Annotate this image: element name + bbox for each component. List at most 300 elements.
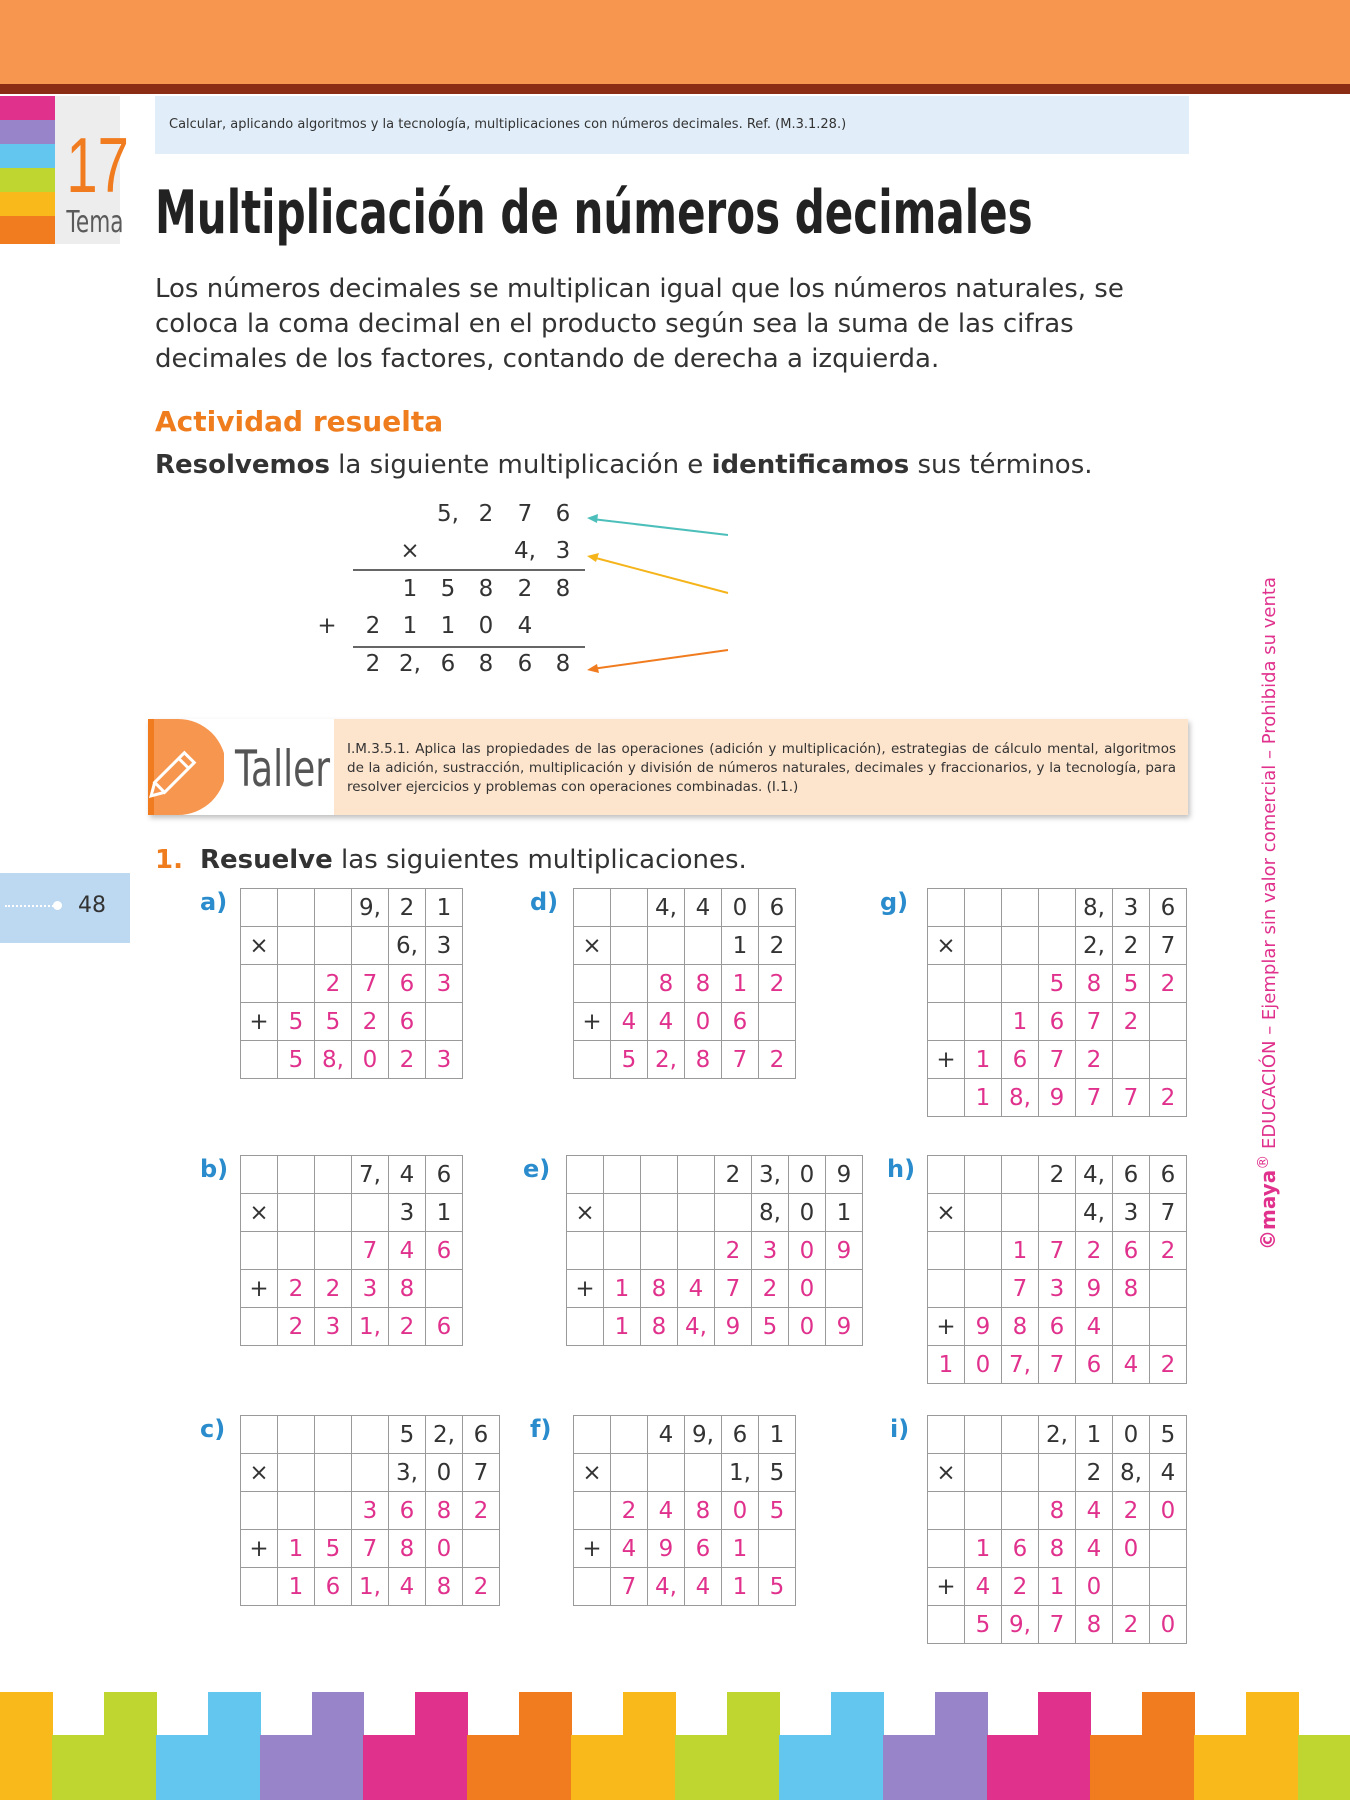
arrow-line-1 [592, 519, 728, 535]
answer-cell[interactable]: 2 [1150, 965, 1187, 1003]
factor-cell: 7, [352, 1156, 389, 1194]
factor-cell [678, 1194, 715, 1232]
factor-cell [574, 889, 611, 927]
answer-cell[interactable]: 0 [426, 1530, 463, 1568]
answer-cell[interactable]: 8 [389, 1270, 426, 1308]
grid-row [241, 1530, 500, 1568]
factor-cell: 7 [463, 1454, 500, 1492]
answer-cell[interactable]: 7, [1002, 1346, 1039, 1384]
answer-cell[interactable]: 1, [352, 1568, 389, 1606]
answer-cell[interactable]: 5 [611, 1041, 648, 1079]
answer-cell[interactable]: 1 [965, 1041, 1002, 1079]
answer-cell[interactable] [1113, 1568, 1150, 1606]
footer-bar [260, 1735, 313, 1800]
factor-cell [1002, 1194, 1039, 1232]
factor-cell [965, 1194, 1002, 1232]
answer-cell[interactable] [965, 1003, 1002, 1041]
answer-cell[interactable]: 3 [752, 1232, 789, 1270]
grid-row [567, 1232, 863, 1270]
factor-cell: 6 [1150, 889, 1187, 927]
operator-cell: + [241, 1003, 278, 1041]
answer-cell[interactable]: 0 [722, 1492, 759, 1530]
answer-cell[interactable]: 6 [722, 1003, 759, 1041]
grid-row [241, 1041, 463, 1079]
answer-cell[interactable] [1150, 1568, 1187, 1606]
answer-cell[interactable] [278, 965, 315, 1003]
side-rest: EDUCACIÓN – Ejemplar sin valor comercial – Prohibida su venta [1259, 577, 1280, 1155]
answer-cell[interactable]: 1 [278, 1530, 315, 1568]
answer-cell[interactable] [241, 1492, 278, 1530]
answer-cell[interactable]: 9 [826, 1308, 863, 1346]
answer-cell[interactable]: 1, [352, 1308, 389, 1346]
answer-cell[interactable] [1150, 1530, 1187, 1568]
grid-row [574, 1454, 796, 1492]
activity-instruction [155, 450, 1093, 480]
product-digit: 6 [440, 651, 456, 677]
answer-cell[interactable]: 2 [463, 1492, 500, 1530]
answer-cell[interactable]: 8 [648, 965, 685, 1003]
answer-cell[interactable]: 2 [389, 1308, 426, 1346]
answer-cell[interactable]: 7 [352, 1530, 389, 1568]
answer-cell[interactable]: 8 [641, 1308, 678, 1346]
factor-cell: 2 [715, 1156, 752, 1194]
operator-cell: + [574, 1003, 611, 1041]
answer-cell[interactable]: 2 [315, 1270, 352, 1308]
answer-cell[interactable]: 2 [389, 1041, 426, 1079]
answer-cell[interactable]: 1 [722, 1530, 759, 1568]
factor-cell [352, 1416, 389, 1454]
answer-cell[interactable]: 8 [685, 1041, 722, 1079]
answer-cell[interactable]: 8 [685, 965, 722, 1003]
answer-cell[interactable]: 1 [965, 1079, 1002, 1117]
objective-box [155, 96, 1189, 154]
footer-bar [1246, 1692, 1299, 1800]
answer-cell[interactable]: 2 [278, 1308, 315, 1346]
answer-cell[interactable] [826, 1270, 863, 1308]
answer-cell[interactable]: 7 [722, 1041, 759, 1079]
answer-cell[interactable]: 8, [1002, 1079, 1039, 1117]
factor-cell [278, 889, 315, 927]
answer-cell[interactable]: 0 [789, 1232, 826, 1270]
answer-cell[interactable]: 9 [648, 1530, 685, 1568]
factor-cell [1039, 927, 1076, 965]
arrow-head-1 [587, 514, 598, 523]
product-digit: 8 [555, 651, 571, 677]
answer-cell[interactable]: 2 [278, 1270, 315, 1308]
factor-cell: 1 [426, 889, 463, 927]
answer-cell[interactable]: 1 [278, 1568, 315, 1606]
factor-cell [604, 1194, 641, 1232]
partial-digit: 1 [440, 613, 456, 639]
answer-cell[interactable]: 8 [1076, 965, 1113, 1003]
answer-cell[interactable]: 3 [352, 1492, 389, 1530]
factor-cell [965, 889, 1002, 927]
factor-cell [685, 1454, 722, 1492]
answer-cell[interactable]: 0 [965, 1346, 1002, 1384]
answer-cell[interactable] [759, 1003, 796, 1041]
answer-cell[interactable] [426, 1003, 463, 1041]
answer-cell[interactable]: 6 [426, 1308, 463, 1346]
answer-cell[interactable]: 7 [1039, 1041, 1076, 1079]
answer-cell[interactable]: 6 [1039, 1003, 1076, 1041]
answer-cell[interactable]: 9 [1076, 1270, 1113, 1308]
answer-cell[interactable]: 7 [352, 965, 389, 1003]
operator-cell: × [574, 927, 611, 965]
answer-cell[interactable] [1150, 1308, 1187, 1346]
answer-cell[interactable]: 0 [352, 1041, 389, 1079]
footer-bar [1142, 1692, 1195, 1800]
problem-label: h) [887, 1155, 916, 1183]
answer-cell[interactable]: 2 [611, 1492, 648, 1530]
grid-row [928, 1492, 1187, 1530]
answer-cell[interactable]: 8 [1113, 1270, 1150, 1308]
answer-cell[interactable]: 6 [1039, 1308, 1076, 1346]
answer-cell[interactable]: 4 [685, 1568, 722, 1606]
answer-cell[interactable]: 9 [1039, 1079, 1076, 1117]
instr-end: sus términos. [909, 450, 1093, 480]
pencil-icon [148, 719, 224, 815]
answer-cell[interactable]: 0 [685, 1003, 722, 1041]
partial-digit: 1 [402, 576, 418, 602]
answer-cell[interactable]: 4 [389, 1232, 426, 1270]
answer-cell[interactable]: 6 [389, 1492, 426, 1530]
factor-cell: 1 [722, 927, 759, 965]
footer-bar [779, 1735, 832, 1800]
factor-cell [685, 927, 722, 965]
answer-cell[interactable] [567, 1232, 604, 1270]
answer-cell[interactable]: 0 [1113, 1530, 1150, 1568]
answer-cell[interactable] [928, 1530, 965, 1568]
problem-label: a) [200, 888, 228, 916]
product-digit: 2 [365, 651, 381, 677]
strip-band [0, 216, 55, 244]
factor-cell: 2 [759, 927, 796, 965]
page-dot [53, 901, 62, 910]
factor-cell: 6 [1150, 1156, 1187, 1194]
strip-band [0, 168, 55, 192]
factor-cell: 1 [826, 1194, 863, 1232]
answer-cell[interactable]: 2 [1150, 1232, 1187, 1270]
answer-cell[interactable] [574, 1492, 611, 1530]
answer-cell[interactable]: 8 [1076, 1606, 1113, 1644]
answer-cell[interactable] [315, 1232, 352, 1270]
answer-cell[interactable]: 1 [928, 1346, 965, 1384]
grid-row [928, 1416, 1187, 1454]
answer-cell[interactable] [278, 1232, 315, 1270]
callout-three-decimals: Tres cifras decimales [734, 521, 984, 545]
operator-cell: + [567, 1270, 604, 1308]
answer-cell[interactable]: 8 [685, 1492, 722, 1530]
answer-cell[interactable] [928, 1003, 965, 1041]
answer-cell[interactable] [965, 1232, 1002, 1270]
answer-cell[interactable]: 2 [352, 1003, 389, 1041]
answer-cell[interactable]: 8, [315, 1041, 352, 1079]
footer-bar [415, 1692, 468, 1800]
answer-cell[interactable]: 1 [604, 1308, 641, 1346]
answer-cell[interactable]: 4 [648, 1003, 685, 1041]
grid-row [928, 1232, 1187, 1270]
answer-cell[interactable]: 5 [759, 1492, 796, 1530]
grid-row [574, 1530, 796, 1568]
partial-digit: 5 [440, 576, 456, 602]
answer-cell[interactable]: 9 [965, 1308, 1002, 1346]
answer-cell[interactable]: 3 [426, 965, 463, 1003]
factor-cell [1002, 1416, 1039, 1454]
answer-cell[interactable]: 5 [278, 1041, 315, 1079]
answer-cell[interactable]: 1 [722, 965, 759, 1003]
answer-cell[interactable]: 7 [352, 1232, 389, 1270]
answer-cell[interactable] [241, 1568, 278, 1606]
answer-cell[interactable]: 5 [752, 1308, 789, 1346]
answer-cell[interactable]: 4 [965, 1568, 1002, 1606]
answer-cell[interactable]: 2 [1002, 1568, 1039, 1606]
answer-cell[interactable] [574, 1568, 611, 1606]
factor-cell: 1, [722, 1454, 759, 1492]
answer-cell[interactable]: 4 [611, 1530, 648, 1568]
answer-cell[interactable] [278, 1492, 315, 1530]
answer-cell[interactable] [965, 965, 1002, 1003]
answer-cell[interactable]: 1 [965, 1530, 1002, 1568]
footer-bar [623, 1692, 676, 1800]
answer-cell[interactable]: 8 [426, 1492, 463, 1530]
arrow-head-2 [587, 553, 599, 562]
answer-cell[interactable]: 2, [648, 1041, 685, 1079]
answer-cell[interactable]: 5 [315, 1003, 352, 1041]
answer-cell[interactable]: 6 [1002, 1530, 1039, 1568]
answer-cell[interactable] [315, 1492, 352, 1530]
answer-cell[interactable]: 3 [315, 1308, 352, 1346]
answer-cell[interactable]: 2 [759, 1041, 796, 1079]
answer-cell[interactable]: 4, [648, 1568, 685, 1606]
footer-bar [571, 1735, 624, 1800]
factor-cell [611, 1416, 648, 1454]
answer-cell[interactable]: 2 [1076, 1232, 1113, 1270]
answer-cell[interactable]: 8 [1002, 1308, 1039, 1346]
answer-cell[interactable]: 7 [1039, 1232, 1076, 1270]
answer-cell[interactable]: 4 [1076, 1308, 1113, 1346]
answer-cell[interactable] [574, 1041, 611, 1079]
partial-digit: 1 [402, 613, 418, 639]
factor-cell: 6 [426, 1156, 463, 1194]
answer-cell[interactable] [1113, 1041, 1150, 1079]
answer-cell[interactable]: 2 [1076, 1041, 1113, 1079]
answer-cell[interactable]: 2 [752, 1270, 789, 1308]
problem-grid [573, 1415, 796, 1606]
factor-cell: 4 [648, 1416, 685, 1454]
side-notice [1236, 577, 1280, 1250]
answer-cell[interactable]: 7 [611, 1568, 648, 1606]
answer-cell[interactable]: 4 [611, 1003, 648, 1041]
factor-cell [315, 1454, 352, 1492]
answer-cell[interactable] [928, 1606, 965, 1644]
answer-cell[interactable] [604, 1232, 641, 1270]
factor-cell [611, 889, 648, 927]
answer-cell[interactable]: 5 [1039, 965, 1076, 1003]
answer-cell[interactable]: 7 [1039, 1346, 1076, 1384]
answer-cell[interactable]: 7 [1113, 1079, 1150, 1117]
answer-cell[interactable]: 4 [1076, 1530, 1113, 1568]
factor-cell [278, 1454, 315, 1492]
factor-cell [928, 889, 965, 927]
answer-cell[interactable]: 9, [1002, 1606, 1039, 1644]
answer-cell[interactable]: 6 [1002, 1041, 1039, 1079]
problem-grid [927, 1415, 1187, 1644]
answer-cell[interactable]: 7 [1076, 1003, 1113, 1041]
answer-cell[interactable] [1150, 1041, 1187, 1079]
answer-cell[interactable] [1002, 965, 1039, 1003]
answer-cell[interactable] [241, 1232, 278, 1270]
answer-cell[interactable] [241, 1041, 278, 1079]
answer-cell[interactable] [641, 1232, 678, 1270]
answer-cell[interactable]: 8 [1039, 1492, 1076, 1530]
answer-cell[interactable]: 7 [1076, 1079, 1113, 1117]
answer-cell[interactable]: 3 [1039, 1270, 1076, 1308]
answer-cell[interactable]: 2 [315, 965, 352, 1003]
answer-cell[interactable]: 5 [1113, 965, 1150, 1003]
activity-title: Actividad resuelta [155, 405, 444, 438]
answer-cell[interactable]: 3 [352, 1270, 389, 1308]
answer-cell[interactable] [611, 965, 648, 1003]
answer-cell[interactable]: 8 [389, 1530, 426, 1568]
factor-cell [611, 927, 648, 965]
answer-cell[interactable] [928, 1079, 965, 1117]
answer-cell[interactable]: 6 [685, 1530, 722, 1568]
side-reg: ® [1254, 1154, 1272, 1170]
answer-cell[interactable]: 0 [789, 1270, 826, 1308]
footer-bar [519, 1692, 572, 1800]
partial-digit: 2 [365, 613, 381, 639]
problem-grid [240, 888, 463, 1079]
answer-cell[interactable]: 5 [965, 1606, 1002, 1644]
answer-cell[interactable]: 2 [1150, 1079, 1187, 1117]
factor-cell: 0 [789, 1194, 826, 1232]
answer-cell[interactable] [759, 1530, 796, 1568]
factor-cell [648, 927, 685, 965]
answer-cell[interactable]: 3 [426, 1041, 463, 1079]
answer-cell[interactable]: 7 [715, 1270, 752, 1308]
answer-cell[interactable]: 2 [1113, 1492, 1150, 1530]
answer-cell[interactable]: 6 [389, 965, 426, 1003]
answer-cell[interactable]: 2 [463, 1568, 500, 1606]
factor-cell: 4, [1076, 1156, 1113, 1194]
callout-one-decimal: Una cifra decimal [755, 579, 963, 603]
answer-cell[interactable]: 2 [715, 1232, 752, 1270]
answer-cell[interactable]: 4 [648, 1492, 685, 1530]
answer-cell[interactable] [1113, 1308, 1150, 1346]
answer-cell[interactable] [567, 1308, 604, 1346]
answer-cell[interactable]: 8 [426, 1568, 463, 1606]
factor-cell: 2 [1113, 927, 1150, 965]
answer-cell[interactable]: 0 [1076, 1568, 1113, 1606]
problem-label: b) [200, 1155, 229, 1183]
factor-cell [352, 1454, 389, 1492]
operator-cell: + [928, 1308, 965, 1346]
grid-row [928, 965, 1187, 1003]
answer-cell[interactable]: 1 [1002, 1003, 1039, 1041]
answer-cell[interactable]: 4, [678, 1308, 715, 1346]
answer-cell[interactable]: 6 [389, 1003, 426, 1041]
answer-cell[interactable]: 2 [1150, 1346, 1187, 1384]
problem-label: f) [530, 1415, 552, 1443]
answer-cell[interactable] [241, 1308, 278, 1346]
footer-bar [1194, 1735, 1247, 1800]
answer-cell[interactable] [574, 965, 611, 1003]
operator-cell: × [241, 1454, 278, 1492]
answer-cell[interactable]: 5 [759, 1568, 796, 1606]
answer-cell[interactable] [463, 1530, 500, 1568]
answer-cell[interactable]: 5 [278, 1003, 315, 1041]
grid-row [928, 889, 1187, 927]
footer-bar [883, 1735, 936, 1800]
factor-cell: 3 [389, 1194, 426, 1232]
answer-cell[interactable]: 9 [715, 1308, 752, 1346]
answer-cell[interactable] [426, 1270, 463, 1308]
answer-cell[interactable] [965, 1492, 1002, 1530]
page-number-tab [0, 873, 130, 943]
answer-cell[interactable]: 4 [389, 1568, 426, 1606]
answer-cell[interactable] [965, 1270, 1002, 1308]
answer-cell[interactable]: 6 [1113, 1232, 1150, 1270]
answer-cell[interactable] [1150, 1270, 1187, 1308]
answer-cell[interactable] [1150, 1003, 1187, 1041]
answer-cell[interactable]: 7 [1002, 1270, 1039, 1308]
answer-cell[interactable]: 5 [315, 1530, 352, 1568]
answer-cell[interactable]: 2 [1113, 1606, 1150, 1644]
factor-cell: 2, [426, 1416, 463, 1454]
answer-cell[interactable]: 9 [826, 1232, 863, 1270]
exercise-number: 1. [155, 845, 183, 875]
answer-cell[interactable]: 8 [641, 1270, 678, 1308]
answer-cell[interactable]: 6 [315, 1568, 352, 1606]
factor-cell [1039, 1454, 1076, 1492]
answer-cell[interactable]: 4 [1076, 1492, 1113, 1530]
answer-cell[interactable] [678, 1232, 715, 1270]
answer-cell[interactable] [928, 1270, 965, 1308]
answer-cell[interactable] [928, 1492, 965, 1530]
answer-cell[interactable]: 4 [1113, 1346, 1150, 1384]
grid-row [928, 1606, 1187, 1644]
answer-cell[interactable]: 1 [722, 1568, 759, 1606]
answer-cell[interactable]: 2 [759, 965, 796, 1003]
answer-cell[interactable]: 8 [1039, 1530, 1076, 1568]
answer-cell[interactable] [928, 1232, 965, 1270]
answer-cell[interactable]: 2 [1113, 1003, 1150, 1041]
factor-cell [1002, 927, 1039, 965]
factor-cell [278, 1156, 315, 1194]
answer-cell[interactable]: 0 [1150, 1606, 1187, 1644]
answer-cell[interactable]: 0 [1150, 1492, 1187, 1530]
product-digit: 2, [399, 651, 421, 677]
answer-cell[interactable]: 1 [1002, 1232, 1039, 1270]
footer-bar [1038, 1692, 1091, 1800]
answer-cell[interactable]: 1 [604, 1270, 641, 1308]
answer-cell[interactable]: 7 [1039, 1606, 1076, 1644]
answer-cell[interactable] [1002, 1492, 1039, 1530]
footer-bar [1090, 1735, 1143, 1800]
answer-cell[interactable]: 6 [1076, 1346, 1113, 1384]
answer-cell[interactable] [928, 965, 965, 1003]
footer-bar [363, 1735, 416, 1800]
factor-cell: 3 [1113, 889, 1150, 927]
answer-cell[interactable]: 0 [789, 1308, 826, 1346]
answer-cell[interactable]: 4 [678, 1270, 715, 1308]
answer-cell[interactable] [241, 965, 278, 1003]
answer-cell[interactable]: 6 [426, 1232, 463, 1270]
answer-cell[interactable]: 1 [1039, 1568, 1076, 1606]
factor-cell [965, 927, 1002, 965]
problem-label: c) [200, 1415, 226, 1443]
problem-grid [927, 888, 1187, 1117]
